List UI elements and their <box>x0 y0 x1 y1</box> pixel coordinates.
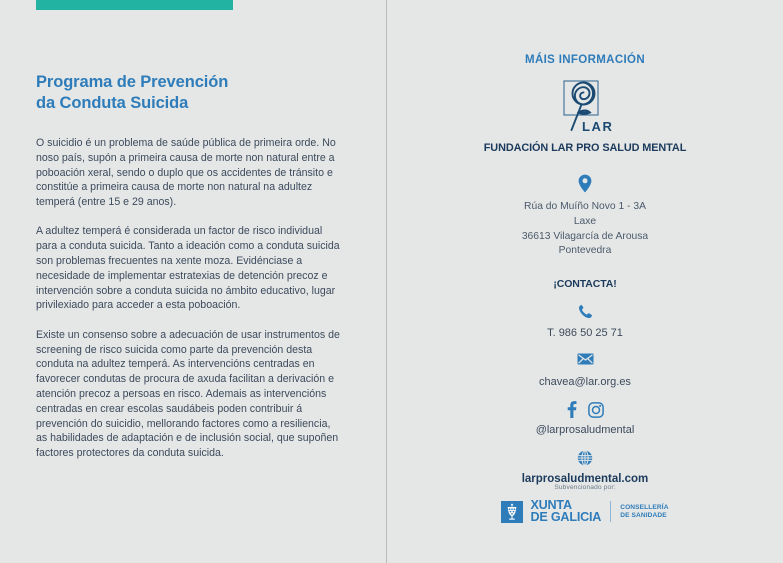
phone-number[interactable]: T. 986 50 25 71 <box>547 327 623 340</box>
globe-icon <box>577 450 593 466</box>
lar-logo <box>553 78 617 136</box>
address-line-2: Laxe <box>573 215 597 227</box>
xunta-wordmark <box>530 500 601 523</box>
instagram-icon[interactable] <box>588 402 604 418</box>
email-address[interactable]: chavea@lar.org.es <box>539 376 631 389</box>
address-line-4: Pontevedra <box>558 245 612 257</box>
conselleria-line-2: DE SANIDADE <box>620 511 667 519</box>
map-pin-icon <box>578 174 592 193</box>
foundation-name: FUNDACIÓN LAR PRO SALUD MENTAL <box>483 142 687 154</box>
address-line-3: 36613 Vilagarcía de Arousa <box>521 230 649 242</box>
sponsor-logos <box>387 500 783 523</box>
lar-logo-wordmark: LAR <box>582 119 614 134</box>
xunta-wordmark-line-1: XUNTA <box>530 498 572 512</box>
left-column <box>36 0 346 563</box>
conselleria-wordmark <box>620 504 668 520</box>
map-pin-icon-wrap <box>387 174 783 194</box>
envelope-icon-wrap <box>387 353 783 370</box>
page-title <box>36 72 346 114</box>
xunta-wordmark-line-2: DE GALICIA <box>530 509 602 524</box>
conselleria-line-1: CONSELLERÍA <box>620 503 669 511</box>
contact-heading: ¡CONTACTA! <box>553 278 617 291</box>
paragraph-3: Existe un consenso sobre a adecuación de usar instrumentos de screening de risco suicida como parte da prevención desta conduta na adultez temperá. As intervencións centradas en favorecer condutas de procura de axuda facilitan a derivación e atención precoz a persoas en risco. Ademais as intervencións centradas en crear escolas saudábeis poden contribuir á prevención do suicidio, mellorando factores como a resiliencia, as habilidades de adaptación e de inclusión social, que supoñen factores protectores da conduta suicida. <box>36 328 340 460</box>
paragraph-1: O suicidio é un problema de saúde pública de primeira orde. No noso país, supón a primeira causa de morte non natural entre a poboación xeral, sendo o duplo que os accidentes de tránsito e constitúe a primeira causa de morte non natural na adultez temperá (entre 15 e 29 anos). <box>36 137 336 209</box>
sponsor-label: Subvencionado por: <box>554 484 616 491</box>
address <box>387 200 783 259</box>
sponsor-block <box>387 484 783 523</box>
page-title-line-1: Programa de Prevención <box>36 73 229 91</box>
right-column <box>387 0 783 563</box>
xunta-de-galicia-coat-of-arms-icon <box>501 501 523 523</box>
address-line-1: Rúa do Muíño Novo 1 - 3A <box>524 201 646 212</box>
globe-icon-wrap <box>387 450 783 467</box>
more-info-heading: MÁIS INFORMACIÓN <box>525 54 645 66</box>
social-handle[interactable]: @larprosaludmental <box>535 424 635 437</box>
phone-icon <box>578 304 593 319</box>
sponsor-separator <box>610 501 611 522</box>
facebook-icon[interactable] <box>567 401 577 418</box>
paragraph-2: A adultez temperá é considerada un factor de risco individual para a conduta suicida. Tanto a ideación como a conduta suicida son problemas frecuentes na xente moza. Evidénciase a necesidade de implementar estratexias de detención precoz e intervención sobre a conduta suicida no ámbito educativo, lugar privilexiado para acceder a esta poboación. <box>36 225 340 312</box>
body-copy <box>36 136 344 461</box>
social-icons <box>387 401 783 418</box>
website-url[interactable]: larprosaludmental.com <box>521 473 649 486</box>
phone-icon-wrap <box>387 304 783 321</box>
page-title-line-2: da Conduta Suicida <box>36 93 189 112</box>
envelope-icon <box>577 353 594 365</box>
